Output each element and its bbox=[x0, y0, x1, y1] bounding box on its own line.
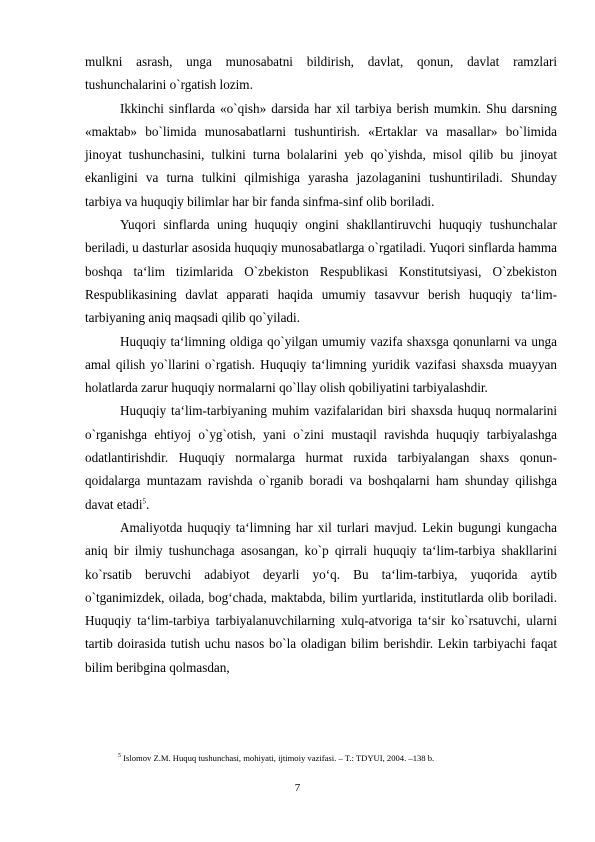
paragraph-5-end: . bbox=[145, 496, 150, 512]
paragraph-5-text: Huquqiy ta‘lim-tarbiyaning muhim vazifalaridan biri shaxsda huquq normalarini o`rganishga ehtiyoj o`yg`otish, yani o`zini mustaqil ravishda huquqiy tarbiyalashga odatlantirishdir. Huquqiy normalarga hurmat ruxida tarbiyalangan shaxs qonun-qoidalarga muntazam ravishda o`rganib boradi va boshqalarni ham shunday qilishga davat etadi bbox=[85, 403, 557, 512]
paragraph-1: mulkni asrash, unga munosabatni bildirish, davlat, qonun, davlat ramzlari tushunchalarini o`rgatish lozim. bbox=[85, 54, 557, 93]
paragraph-2: Ikkinchi sinflarda «o`qish» darsida har xil tarbiya berish mumkin. Shu darsning «maktab» bo`limida munosabatlarni tushuntirish. «Ertaklar va masallar» bo`limida jinoyat tushunchasini, tulkini turna bolalarini yeb qo`yishda, misol qilib bu jinoyat ekanligini va turna tulkini qilmishiga yarasha jazolaganini tushuntiriladi. Shunday tarbiya va huquqiy bilimlar har bir fanda sinfma-sinf olib boriladi. bbox=[85, 100, 557, 209]
footnote bbox=[118, 751, 434, 764]
page-number: 7 bbox=[294, 782, 301, 794]
paragraph-3: Yuqori sinflarda uning huquqiy ongini shakllantiruvchi huquqiy tushunchalar beriladi, u dasturlar asosida huquqiy munosabatlarga o`rgatiladi. Yuqori sinflarda hamma boshqa ta‘lim tizimlarida O`zbekiston Respublikasi Konstitutsiyasi, O`zbekiston Respublikasining davlat apparati haqida umumiy tasavvur berish huquqiy ta‘lim- tarbiyaning aniq maqsadi qilib qo`yiladi. bbox=[85, 217, 557, 326]
footnote-reference[interactable]: 5 bbox=[142, 497, 146, 506]
page-body bbox=[85, 50, 557, 679]
footnote-mark: 5 bbox=[118, 753, 121, 759]
paragraph-4: Huquqiy ta‘limning oldiga qo`yilgan umumiy vazifa shaxsga qonunlarni va unga amal qilish yo`llarini o`rgatish. Huquqiy ta‘limning yuridik vazifasi shaxsda muayyan holatlarda zarur huquqiy normalarni qo`llay olish qobiliyatini tarbiyalashdir. bbox=[85, 333, 557, 396]
paragraph-6: Amaliyotda huquqiy ta‘limning har xil turlari mavjud. Lekin bugungi kungacha aniq bir ilmiy tushunchaga asosangan, ko`p qirrali huquqiy ta‘lim-tarbiya shakllarini ko`rsatib beruvchi adabiyot deyarli yo‘q. Bu ta‘lim-tarbiya, yuqorida aytib o`tganimizdek, oilada, bog‘chada, maktabda, bilim yurtlarida, institutlarda olib boriladi. Huquqiy ta‘lim-tarbiya tarbiyalanuvchilarning xulq-atvoriga ta‘sir ko`rsatuvchi, ularni tartib doirasida tutish uchu nasos bo`la oladigan bilim berishdir. Lekin tarbiyachi faqat bilim beribgina qolmasdan, bbox=[85, 519, 557, 675]
footnote-text: Islomov Z.M. Huquq tushunchasi, mohiyati, ijtimoiy vazifasi. – T.: TDYUI, 2004. –138 b. bbox=[121, 752, 435, 763]
paragraph-5 bbox=[85, 399, 557, 515]
